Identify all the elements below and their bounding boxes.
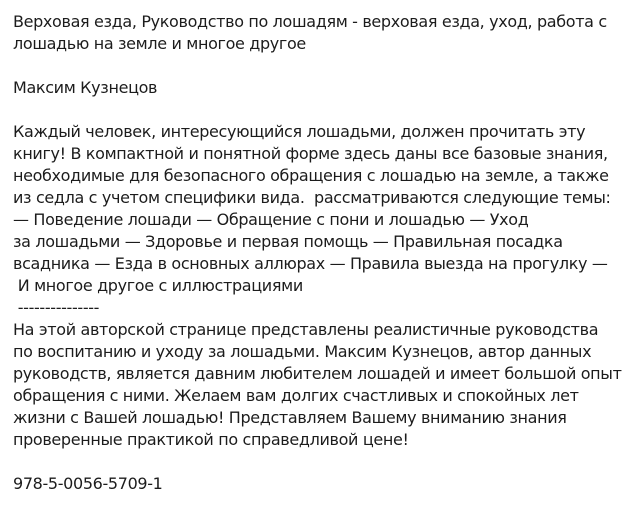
about-line: обращения с ними. Желаем вам долгих счастливых и спокойных лет — [13, 386, 579, 405]
spacer — [13, 99, 634, 121]
description-line: И многое другое с иллюстрациями — [13, 276, 303, 295]
author-page-about — [13, 319, 634, 451]
about-line: проверенные практикой по справедливой цене! — [13, 430, 409, 449]
about-line: На этой авторской странице представлены реалистичные руководства — [13, 320, 599, 339]
isbn: 978-5-0056-5709-1 — [13, 474, 163, 493]
description-line: Каждый человек, интересующийся лошадьми, должен прочитать эту — [13, 122, 586, 141]
description-line: — Поведение лошади — Обращение с пони и лошадью — Уход — [13, 210, 529, 229]
title-line: лошадью на земле и многое другое — [13, 34, 306, 53]
description-line: из седла с учетом специфики вида. рассматриваются следующие темы: — [13, 188, 611, 207]
about-line: жизни с Вашей лошадью! Представляем Вашему вниманию знания — [13, 408, 567, 427]
about-line: руководств, является давним любителем лошадей и имеет большой опыт — [13, 364, 622, 383]
author-name: Максим Кузнецов — [13, 78, 158, 97]
title-line: Верховая езда, Руководство по лошадям - верховая езда, уход, работа с — [13, 12, 607, 31]
spacer — [13, 55, 634, 77]
description-line: необходимые для безопасного обращения с лошадью на земле, а также — [13, 166, 609, 185]
spacer — [13, 451, 634, 473]
book-description — [13, 121, 634, 319]
separator-dashes: --------------- — [13, 298, 100, 317]
description-line: книгу! В компактной и понятной форме здесь даны все базовые знания, — [13, 144, 608, 163]
book-title — [13, 11, 634, 55]
description-line: за лошадьми — Здоровье и первая помощь — Правильная посадка — [13, 232, 563, 251]
description-line: всадника — Езда в основных аллюрах — Правила выезда на прогулку — — [13, 254, 608, 273]
about-line: по воспитанию и уходу за лошадьми. Максим Кузнецов, автор данных — [13, 342, 592, 361]
